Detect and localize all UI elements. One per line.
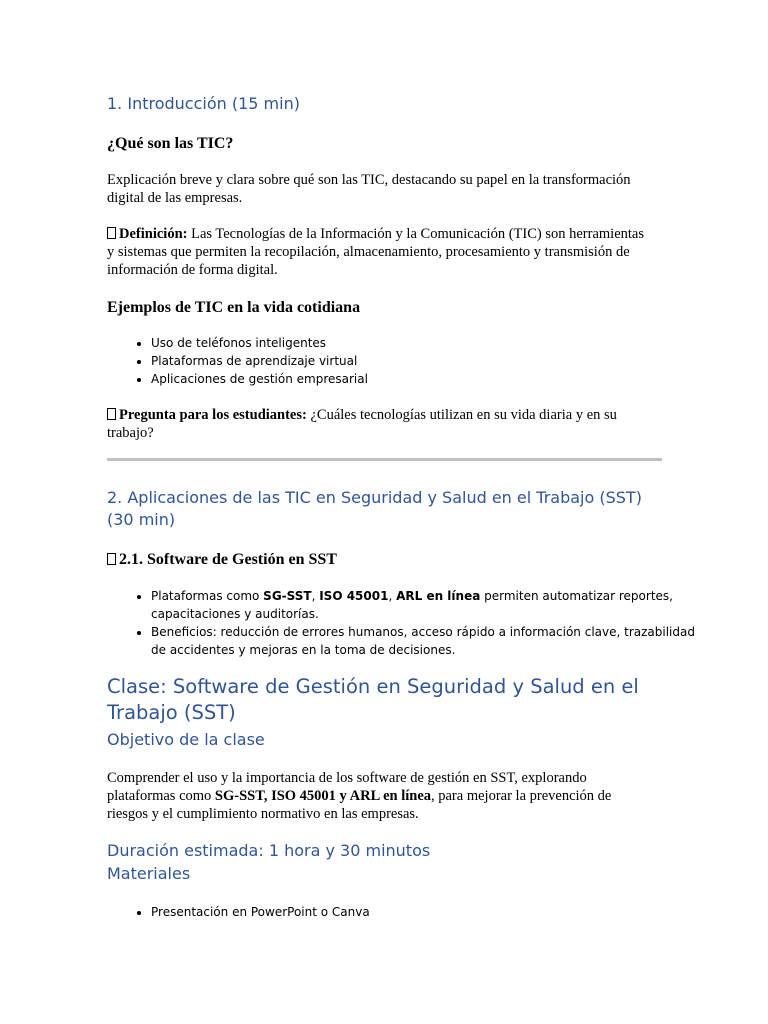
software-gestion-list bbox=[107, 587, 707, 659]
clase-title: Clase: Software de Gestión en Seguridad y Salud en el Trabajo (SST) bbox=[107, 675, 639, 724]
separator: , bbox=[388, 589, 397, 603]
separator: , bbox=[311, 589, 320, 603]
objective-text-bold: SG-SST, ISO 45001 y ARL en línea bbox=[214, 788, 431, 804]
tic-explanation: Explicación breve y clara sobre qué son las TIC, destacando su papel en la transformación digital de las empresas. bbox=[107, 172, 631, 206]
placeholder-glyph-icon bbox=[107, 553, 116, 565]
objective-text-post: , para mejorar la prevención de riesgos y el cumplimiento normativo en las empresas. bbox=[107, 788, 612, 822]
list-item: • Uso de teléfonos inteligentes bbox=[151, 334, 706, 352]
list-item: • Aplicaciones de gestión empresarial bbox=[151, 370, 706, 388]
intro-heading: 1. Introducción (15 min) bbox=[107, 94, 300, 113]
materials-list bbox=[107, 903, 706, 921]
question-label: Pregunta para los estudiantes: bbox=[119, 407, 307, 423]
section-divider bbox=[107, 458, 662, 461]
definition-label: Definición: bbox=[119, 226, 188, 242]
objective-text bbox=[107, 769, 647, 823]
bullet-text: Plataformas como bbox=[151, 589, 264, 603]
student-question bbox=[107, 406, 655, 442]
placeholder-glyph-icon bbox=[107, 408, 116, 420]
placeholder-glyph-icon bbox=[107, 227, 116, 239]
list-item: • Plataformas de aprendizaje virtual bbox=[151, 352, 706, 370]
software-gestion-heading-text: 2.1. Software de Gestión en SST bbox=[119, 551, 337, 568]
bullet-text: permiten automatizar reportes, capacitaciones y auditorías. bbox=[151, 589, 673, 621]
duration-heading: Duración estimada: 1 hora y 30 minutos bbox=[107, 841, 431, 860]
software-gestion-heading bbox=[107, 550, 337, 570]
examples-heading: Ejemplos de TIC en la vida cotidiana bbox=[107, 299, 361, 316]
what-are-tic-heading: ¿Qué son las TIC? bbox=[107, 135, 234, 152]
definition-text: Las Tecnologías de la Información y la Comunicación (TIC) son herramientas y sistemas que permiten la recopilación, almacenamiento, procesamiento y transmisión de información de forma digital. bbox=[107, 226, 644, 278]
list-item: • Presentación en PowerPoint o Canva bbox=[151, 903, 706, 921]
examples-list bbox=[107, 334, 706, 388]
materials-heading: Materiales bbox=[107, 864, 191, 883]
list-item bbox=[151, 587, 707, 623]
objective-heading: Objetivo de la clase bbox=[107, 730, 265, 749]
platform-iso-45001: ISO 45001 bbox=[319, 589, 389, 603]
platform-sg-sst: SG-SST bbox=[263, 589, 312, 603]
question-text: ¿Cuáles tecnologías utilizan en su vida diaria y en su trabajo? bbox=[107, 407, 617, 441]
list-item: • Beneficios: reducción de errores humanos, acceso rápido a información clave, trazabilidad de accidentes y mejoras en la toma de decisiones. bbox=[151, 623, 707, 659]
platform-arl: ARL en línea bbox=[396, 589, 481, 603]
objective-text-pre: Comprender el uso y la importancia de los software de gestión en SST, explorando plataformas como bbox=[107, 770, 587, 804]
section2-heading: 2. Aplicaciones de las TIC en Seguridad y Salud en el Trabajo (SST) (30 min) bbox=[107, 488, 642, 529]
tic-definition bbox=[107, 225, 647, 279]
